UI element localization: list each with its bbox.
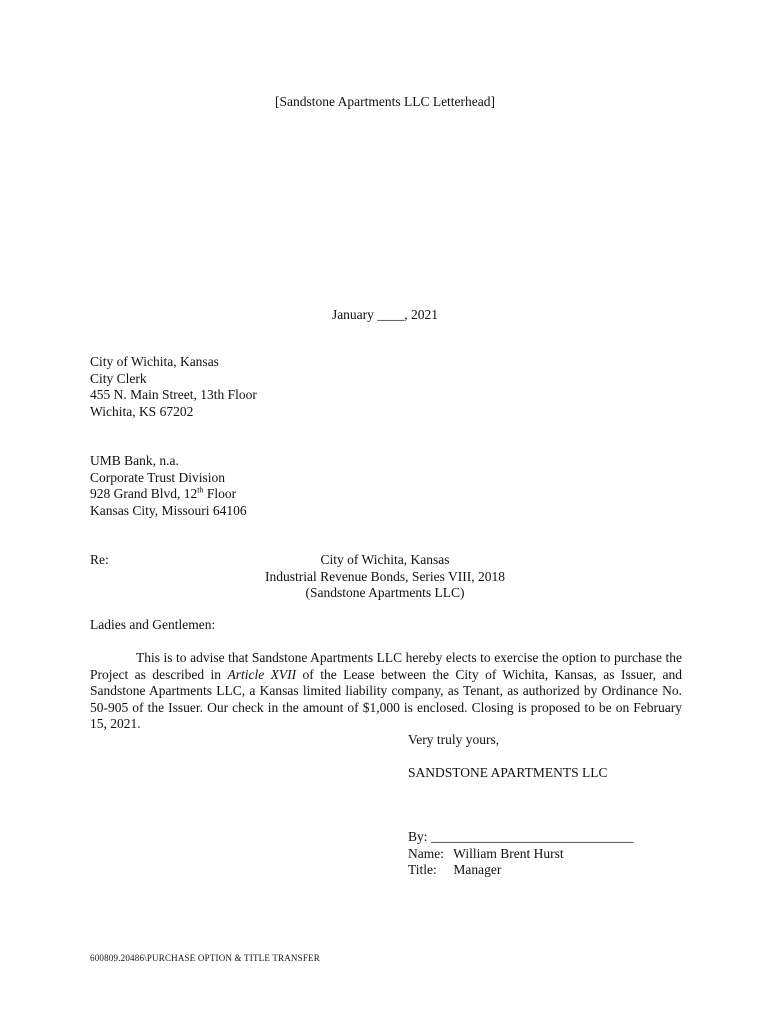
address-line (90, 486, 247, 503)
document-footer-id: 600809.20486\PURCHASE OPTION & TITLE TRANSFER (90, 953, 320, 963)
address-text: Floor (203, 486, 237, 501)
signature-name-row (408, 846, 633, 863)
company-name: SANDSTONE APARTMENTS LLC (408, 765, 608, 780)
salutation: Ladies and Gentlemen: (90, 617, 216, 632)
re-line: City of Wichita, Kansas (320, 552, 450, 567)
letterhead-placeholder: [Sandstone Apartments LLC Letterhead] (274, 94, 496, 109)
address-line: Corporate Trust Division (90, 469, 226, 485)
signature-block (408, 829, 633, 879)
signature-title-row (408, 862, 633, 879)
re-subject (0, 552, 770, 602)
address-line: City of Wichita, Kansas (90, 354, 219, 369)
article-reference: Article XVII (227, 666, 297, 682)
re-line: (Sandstone Apartments LLC) (305, 585, 465, 600)
ordinal-suffix: th (197, 485, 204, 495)
address-line: City Clerk (90, 370, 147, 386)
address-line: UMB Bank, n.a. (90, 453, 179, 468)
recipient-address-city (90, 354, 257, 420)
body-text: of the Lease between the City of Wichita, Kansas, as Issuer, and Sandstone Apartments LLC, a Kansas limited liability company, as Tenant, as authorized by Ordinance No. 50-905 of the Issuer. Our check in the amount of $1,000 is enclosed. Closing is proposed to be on February 15, 2021. (90, 666, 682, 731)
address-line: 455 N. Main Street, 13th Floor (90, 387, 257, 402)
title-label: Title: (408, 862, 437, 877)
re-line: Industrial Revenue Bonds, Series VIII, 2018 (264, 568, 506, 584)
signer-name: William Brent Hurst (453, 845, 564, 861)
re-label: Re: (90, 552, 109, 567)
address-line: Kansas City, Missouri 64106 (90, 502, 247, 518)
address-text: 928 Grand Blvd, 12 (90, 486, 198, 501)
signature-by-row (408, 829, 633, 846)
recipient-address-bank (90, 453, 247, 519)
signature-line: ______________________________ (430, 829, 634, 844)
body-text: This is to advise that Sandstone Apartments LLC hereby elects to exercise the option to purchase the Project as described in (90, 650, 682, 682)
name-label: Name: (408, 845, 444, 861)
body-paragraph (90, 650, 682, 733)
address-line: Wichita, KS 67202 (90, 403, 194, 419)
valediction: Very truly yours, (408, 732, 500, 747)
signer-title: Manager (453, 862, 502, 877)
letter-date: January ____, 2021 (331, 307, 439, 322)
by-label: By: (408, 829, 428, 844)
